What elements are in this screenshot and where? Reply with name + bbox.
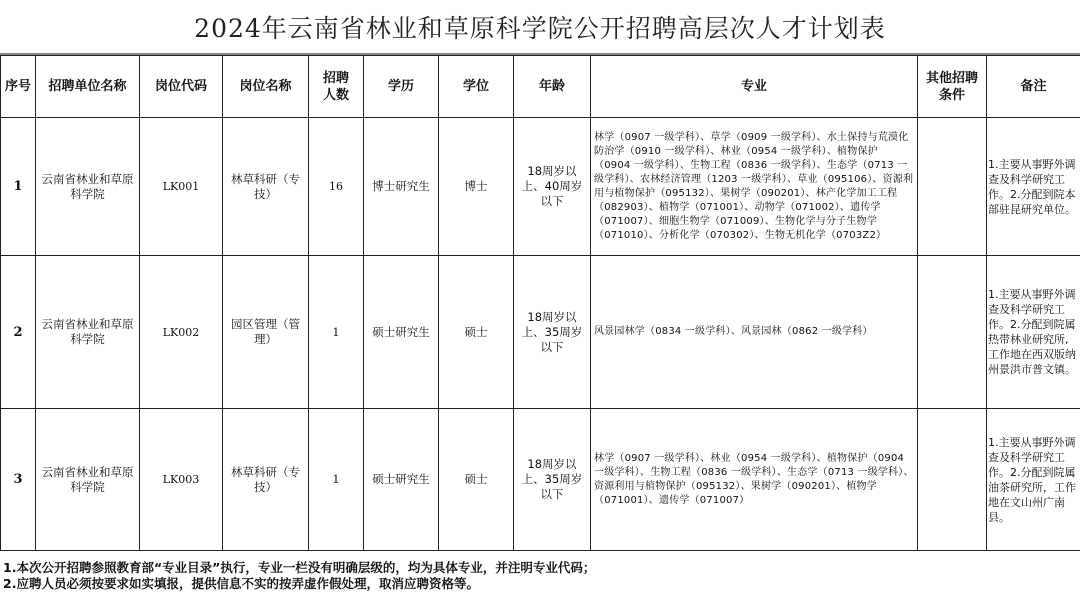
cell-seq: 1 <box>1 118 36 256</box>
cell-position: 林草科研（专技） <box>223 409 309 551</box>
cell-count: 1 <box>309 409 364 551</box>
cell-education: 硕士研究生 <box>364 409 439 551</box>
cell-code: LK003 <box>140 409 223 551</box>
header-age: 年龄 <box>514 56 591 118</box>
cell-degree: 硕士 <box>439 409 514 551</box>
footnote-1: 1.本次公开招聘参照教育部“专业目录”执行，专业一栏没有明确层级的，均为具体专业，并注明专业代码； <box>3 560 596 575</box>
cell-other <box>918 118 987 256</box>
table-row <box>1 409 1080 551</box>
page-title: 2024年云南省林业和草原科学院公开招聘高层次人才计划表 <box>0 0 1080 55</box>
cell-note: 1.主要从事野外调查及科学研究工作。2.分配到院属油茶研究所，工作地在文山州广南县。 <box>987 409 1080 551</box>
cell-count: 16 <box>309 118 364 256</box>
header-other <box>918 56 987 118</box>
cell-age: 18周岁以上、40周岁以下 <box>514 118 591 256</box>
cell-age: 18周岁以上、35周岁以下 <box>514 409 591 551</box>
recruitment-table <box>0 55 1080 551</box>
cell-unit: 云南省林业和草原科学院 <box>36 256 140 409</box>
footnote-2: 2.应聘人员必须按要求如实填报，提供信息不实的按弄虚作假处理，取消应聘资格等。 <box>3 576 479 591</box>
header-note: 备注 <box>987 56 1080 118</box>
cell-major: 风景园林学（0834 一级学科）、风景园林（0862 一级学科） <box>591 256 918 409</box>
header-code: 岗位代码 <box>140 56 223 118</box>
cell-age: 18周岁以上、35周岁以下 <box>514 256 591 409</box>
cell-note: 1.主要从事野外调查及科学研究工作。2.分配到院本部驻昆研究单位。 <box>987 118 1080 256</box>
cell-position: 林草科研（专技） <box>223 118 309 256</box>
cell-code: LK002 <box>140 256 223 409</box>
header-unit: 招聘单位名称 <box>36 56 140 118</box>
header-count <box>309 56 364 118</box>
table-row <box>1 256 1080 409</box>
cell-unit: 云南省林业和草原科学院 <box>36 409 140 551</box>
cell-seq: 3 <box>1 409 36 551</box>
table-header-row <box>1 56 1080 118</box>
cell-unit: 云南省林业和草原科学院 <box>36 118 140 256</box>
cell-major: 林学（0907 一级学科）、草学（0909 一级学科）、水土保持与荒漠化防治学（0910 一级学科）、林业（0954 一级学科）、植物保护（0904 一级学科）、生物工程（0836 一级学科）、生态学（0713 一级学科）、农林经济管理（1203 一级学科）、草业（095106）、资源利用与植物保护（095132）、果树学（090201）、林产化学加工工程（082903）、植物学（071001）、动物学（071002）、遗传学（071007）、细胞生物学（071009）、生物化学与分子生物学（071010）、分析化学（070302）、生物无机化学（0703Z2） <box>591 118 918 256</box>
cell-education: 博士研究生 <box>364 118 439 256</box>
cell-other <box>918 409 987 551</box>
header-degree: 学位 <box>439 56 514 118</box>
cell-other <box>918 256 987 409</box>
cell-note: 1.主要从事野外调查及科学研究工作。2.分配到院属热带林业研究所,工作地在西双版纳州景洪市普文镇。 <box>987 256 1080 409</box>
footnotes <box>3 560 595 592</box>
cell-seq: 2 <box>1 256 36 409</box>
header-position: 岗位名称 <box>223 56 309 118</box>
table-row <box>1 118 1080 256</box>
header-other-text: 其他招聘条件 <box>925 70 978 103</box>
cell-degree: 硕士 <box>439 256 514 409</box>
cell-major: 林学（0907 一级学科）、林业（0954 一级学科）、植物保护（0904 一级学科）、生物工程（0836 一级学科）、生态学（0713 一级学科）、资源利用与植物保护（095132）、果树学（090201）、植物学（071001）、遗传学（071007） <box>591 409 918 551</box>
header-education: 学历 <box>364 56 439 118</box>
header-major: 专业 <box>591 56 918 118</box>
header-seq: 序号 <box>1 56 36 118</box>
cell-count: 1 <box>309 256 364 409</box>
header-count-text: 招聘人数 <box>322 70 349 103</box>
cell-code: LK001 <box>140 118 223 256</box>
cell-degree: 博士 <box>439 118 514 256</box>
cell-education: 硕士研究生 <box>364 256 439 409</box>
cell-position: 园区管理（管理） <box>223 256 309 409</box>
